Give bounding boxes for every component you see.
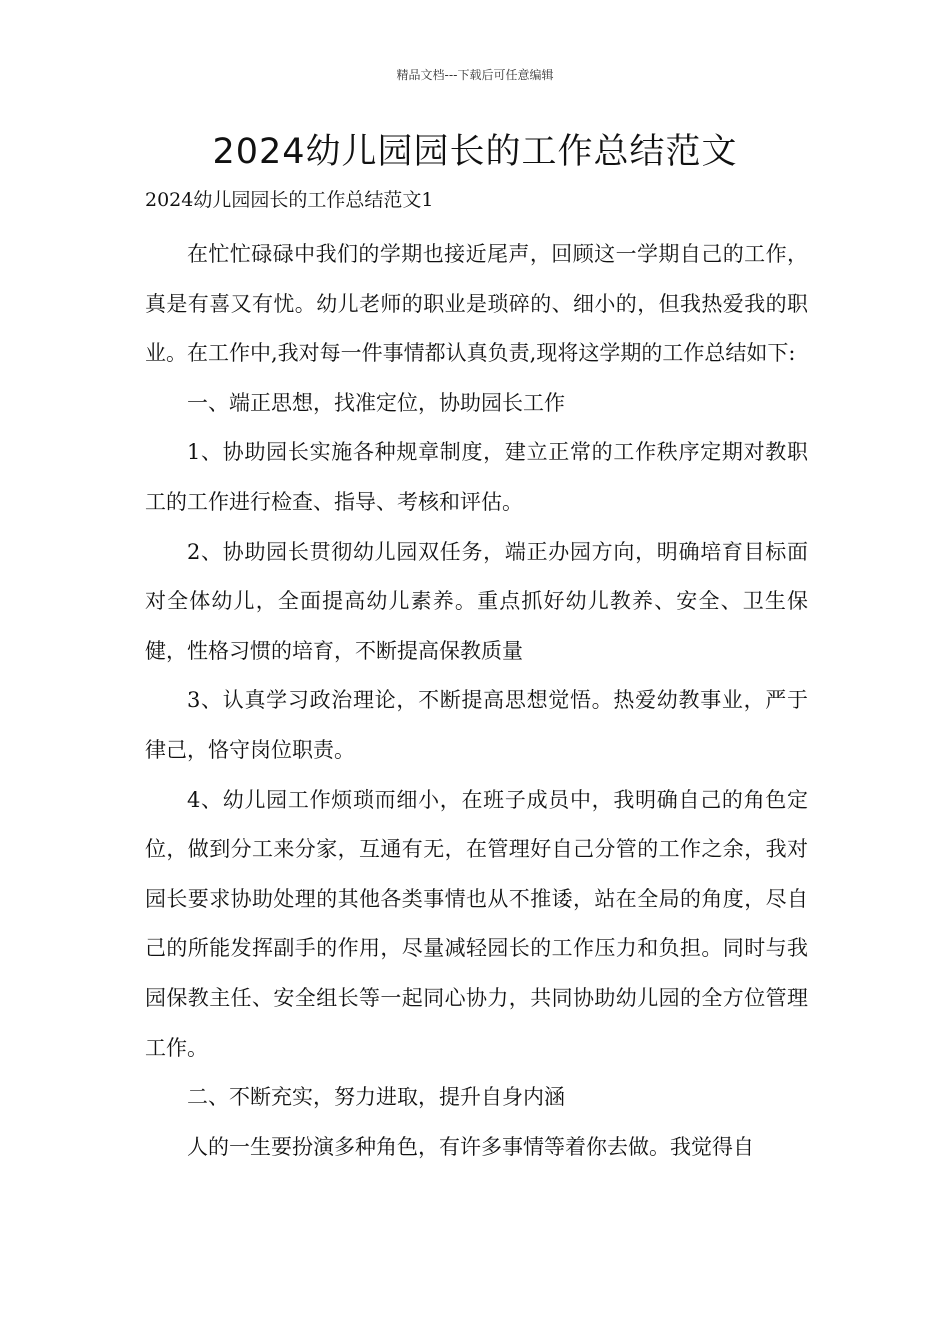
paragraph: 4、幼儿园工作烦琐而细小，在班子成员中，我明确自己的角色定位，做到分工来分家，互通有无，在管理好自己分管的工作之余，我对园长要求协助处理的其他各类事情也从不推诿，站在全局的角度，尽自己的所能发挥副手的作用，尽量减轻园长的工作压力和负担。同时与我园保教主任、安全组长等一起同心协力，共同协助幼儿园的全方位管理工作。 bbox=[145, 787, 808, 1060]
paragraph: 1、协助园长实施各种规章制度，建立正常的工作秩序定期对教职工的工作进行检查、指导、考核和评估。 bbox=[145, 440, 808, 514]
section-heading: 二、不断充实，努力进取，提升自身内涵 bbox=[187, 1085, 565, 1110]
document-subtitle: 2024幼儿园园长的工作总结范文1 bbox=[145, 189, 434, 211]
paragraph: 在忙忙碌碌中我们的学期也接近尾声，回顾这一学期自己的工作，真是有喜又有忧。幼儿老师的职业是琐碎的、细小的，但我热爱我的职业。在工作中,我对每一件事情都认真负责,现将这学期的工作总结如下: bbox=[145, 242, 808, 366]
document-body bbox=[145, 230, 808, 1172]
paragraph: 人的一生要扮演多种角色，有许多事情等着你去做。我觉得自 bbox=[187, 1134, 754, 1159]
section-heading: 一、端正思想，找准定位，协助园长工作 bbox=[187, 390, 565, 415]
paragraph: 2、协助园长贯彻幼儿园双任务，端正办园方向，明确培育目标面对全体幼儿，全面提高幼儿素养。重点抓好幼儿教养、安全、卫生保健，性格习惯的培育，不断提高保教质量 bbox=[145, 539, 808, 663]
paragraph: 3、认真学习政治理论，不断提高思想觉悟。热爱幼教事业，严于律己，恪守岗位职责。 bbox=[145, 688, 808, 762]
document-title: 2024幼儿园园长的工作总结范文 bbox=[212, 132, 738, 172]
header-note: 精品文档---下载后可任意编辑 bbox=[396, 68, 554, 82]
